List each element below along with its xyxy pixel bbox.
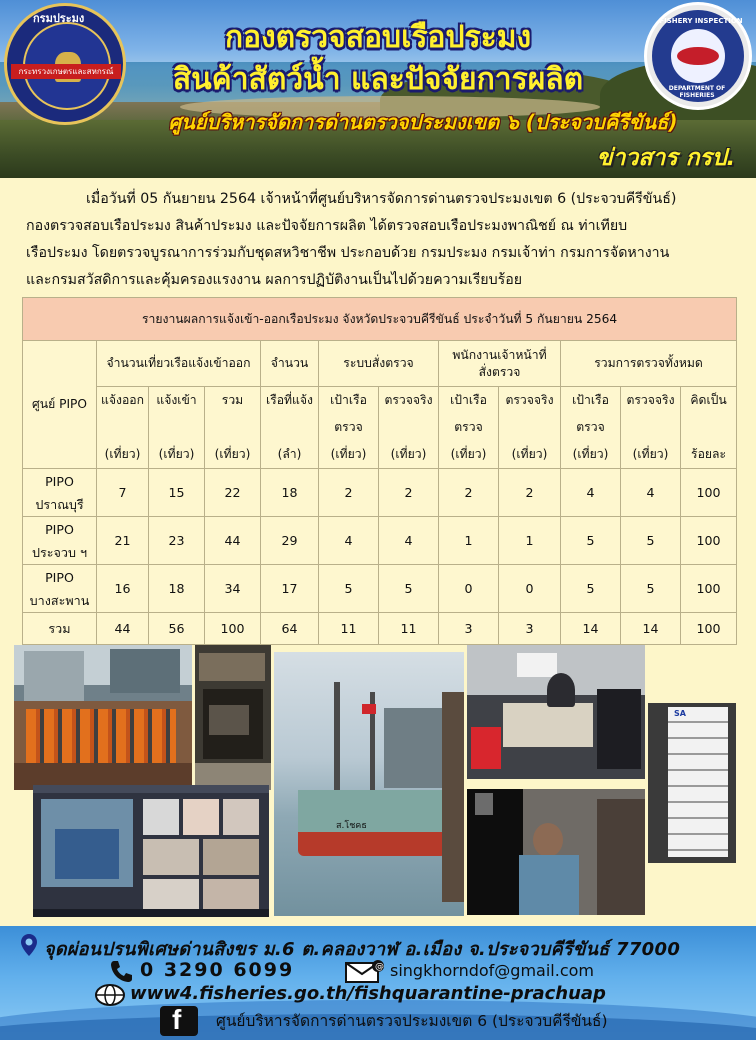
paragraph-line: เรือประมง โดยตรวจบูรณาการร่วมกับชุดสหวิชาชีพ ประกอบด้วย กรมประมง กรมเจ้าท่า กรมการจัดหางาน — [26, 245, 670, 261]
center-location: บางสะพาน — [29, 592, 90, 608]
sub-header-line: เป้าเรือ — [450, 393, 487, 407]
value-cell: 18 — [261, 469, 319, 517]
sub-header-line: (เที่ยว) — [390, 447, 427, 461]
value-cell: 1 — [499, 517, 561, 565]
paragraph-line: เมื่อวันที่ 05 กันยายน 2564 เจ้าหน้าที่ศูนย์บริหารจัดการด่านตรวจประมงเขต 6 (ประจวบคีรีขันธ์) — [86, 191, 677, 207]
table-body — [23, 469, 737, 645]
sub-header-line: เป้าเรือ — [330, 393, 367, 407]
footer-email[interactable]: singkhorndof@gmail.com — [390, 961, 594, 980]
col-group-total: รวมการตรวจทั้งหมด — [561, 341, 737, 387]
sub-header-line: เรือที่แจ้ง — [265, 393, 313, 407]
value-cell: 100 — [681, 565, 737, 613]
value-cell: 3 — [439, 613, 499, 645]
sub-header-line: (เที่ยว) — [104, 447, 141, 461]
table-row — [23, 469, 737, 517]
phone-icon — [108, 958, 136, 984]
value-cell: 100 — [681, 469, 737, 517]
col-group-system: ระบบสั่งตรวจ — [319, 341, 439, 387]
value-cell: 16 — [97, 565, 149, 613]
value-cell: 11 — [379, 613, 439, 645]
center-prefix: PIPO — [45, 473, 74, 489]
header-title-line1: กองตรวจสอบเรือประมง — [224, 20, 532, 55]
sub-header-line: เป้าเรือ — [572, 393, 609, 407]
sub-header-line: (เที่ยว) — [450, 447, 487, 461]
table-total-row — [23, 613, 737, 645]
sub-header-line: (เที่ยว) — [330, 447, 367, 461]
photo-worker-testing — [467, 789, 645, 915]
center-prefix: PIPO — [45, 521, 74, 537]
location-pin-icon — [16, 932, 42, 958]
value-cell: 100 — [681, 613, 737, 645]
table-caption: รายงานผลการแจ้งเข้า-ออกเรือประมง จังหวัดประจวบคีรีขันธ์ ประจำวันที่ 5 กันยายน 2564 — [23, 298, 737, 341]
value-cell: 44 — [97, 613, 149, 645]
header-banner — [0, 0, 756, 178]
value-cell: 0 — [499, 565, 561, 613]
value-cell: 17 — [261, 565, 319, 613]
footer-website[interactable]: www4.fisheries.go.th/fishquarantine-prachuap — [130, 983, 606, 1004]
fishery-inspection-logo — [644, 2, 752, 110]
paragraph-line: และกรมสวัสดิการและคุ้มครองแรงงาน ผลการปฏิบัติงานเป็นไปด้วยความเรียบร้อย — [26, 272, 523, 288]
value-cell: 4 — [561, 469, 621, 517]
seal-text: กรมประมง — [33, 12, 85, 25]
value-cell: 34 — [205, 565, 261, 613]
value-cell: 18 — [149, 565, 205, 613]
value-cell: 15 — [149, 469, 205, 517]
value-cell: 23 — [149, 517, 205, 565]
fish-icon — [677, 47, 719, 65]
sub-header-system-actual — [379, 387, 439, 469]
report-table — [22, 297, 737, 645]
value-cell: 5 — [621, 517, 681, 565]
value-cell: 0 — [439, 565, 499, 613]
seal-ribbon-text: กระทรวงเกษตรและสหกรณ์ — [18, 67, 114, 76]
sub-header-line: แจ้งออก — [101, 393, 144, 407]
sub-header-line: (ลำ) — [277, 447, 302, 461]
value-cell: 5 — [319, 565, 379, 613]
sub-header-line: ตรวจจริง — [626, 393, 675, 407]
value-cell: 56 — [149, 613, 205, 645]
value-cell: 100 — [205, 613, 261, 645]
value-cell: 14 — [561, 613, 621, 645]
sub-header-system-target — [319, 387, 379, 469]
sub-header-line: ตรวจจริง — [384, 393, 433, 407]
sub-header-line: คิดเป็น — [690, 393, 727, 407]
sub-header-line: ตรวจ — [334, 420, 363, 434]
boat-name-text: ส.โชคธ — [336, 821, 367, 831]
value-cell: 5 — [561, 565, 621, 613]
email-icon — [344, 958, 386, 984]
report-table-wrap — [22, 297, 736, 645]
value-cell: 7 — [97, 469, 149, 517]
col-group-officer — [439, 341, 561, 387]
value-cell: 5 — [561, 517, 621, 565]
col-group-officer-line: พนักงานเจ้าหน้าที่ — [452, 347, 547, 362]
sub-header-line: ตรวจ — [576, 420, 605, 434]
sub-header-line: (เที่ยว) — [511, 447, 548, 461]
table-row — [23, 517, 737, 565]
sub-header-total-actual — [621, 387, 681, 469]
photo-video-conference — [33, 785, 269, 917]
value-cell: 29 — [261, 517, 319, 565]
sub-header-total-target — [561, 387, 621, 469]
sub-header-line: ตรวจ — [454, 420, 483, 434]
sub-header-officer-actual — [499, 387, 561, 469]
sub-header-line: รวม — [221, 393, 244, 407]
col-group-officer-line: สั่งตรวจ — [478, 364, 521, 379]
header-title-line3: ศูนย์บริหารจัดการด่านตรวจประมงเขต ๖ (ประจวบคีรีขันธ์) — [168, 110, 678, 134]
total-label-cell: รวม — [23, 613, 97, 645]
photo-test-kits — [648, 703, 736, 863]
col-group-trips: จำนวนเที่ยวเรือแจ้งเข้าออก — [97, 341, 261, 387]
col-group-boats-line: จำนวน — [270, 356, 309, 370]
logo-top-text: FISHERY INSPECTION — [659, 17, 743, 25]
value-cell: 2 — [499, 469, 561, 517]
value-cell: 4 — [379, 517, 439, 565]
sub-header-line: ตรวจจริง — [505, 393, 554, 407]
center-prefix: PIPO — [45, 569, 74, 585]
news-tag: ข่าวสาร กรป. — [596, 145, 736, 171]
sub-header-in — [149, 387, 205, 469]
sub-header-line: (เที่ยว) — [572, 447, 609, 461]
svg-text:@: @ — [375, 962, 384, 972]
value-cell: 22 — [205, 469, 261, 517]
footer-address: จุดผ่อนปรนพิเศษด่านสิงขร ม.6 ต.คลองวาฬ อ.เมือง จ.ประจวบคีรีขันธ์ 77000 — [44, 939, 681, 960]
value-cell: 21 — [97, 517, 149, 565]
col-header-center: ศูนย์ PIPO — [23, 341, 97, 469]
value-cell: 2 — [439, 469, 499, 517]
value-cell: 4 — [621, 469, 681, 517]
photo-crew-lifejackets — [14, 645, 192, 790]
sub-header-line: (เที่ยว) — [158, 447, 195, 461]
sub-header-percent — [681, 387, 737, 469]
sub-header-line: (เที่ยว) — [214, 447, 251, 461]
sub-header-line: แจ้งเข้า — [156, 393, 197, 407]
facebook-icon: f — [160, 1006, 198, 1036]
footer-phone[interactable]: 0 3290 6099 — [140, 959, 295, 981]
value-cell: 1 — [439, 517, 499, 565]
photo-office-meeting — [467, 645, 645, 779]
value-cell: 14 — [621, 613, 681, 645]
center-location: ประจวบ ฯ — [31, 544, 88, 560]
value-cell: 44 — [205, 517, 261, 565]
sub-header-out — [97, 387, 149, 469]
center-name-cell — [23, 565, 97, 613]
sub-header-officer-target — [439, 387, 499, 469]
table-row — [23, 565, 737, 613]
center-location: ปราณบุรี — [35, 496, 84, 512]
footer-contact — [0, 926, 756, 1040]
sub-header-line: ร้อยละ — [691, 447, 727, 461]
paragraph-line: กองตรวจสอบเรือประมง สินค้าประมง และปัจจัยการผลิต ได้ตรวจสอบเรือประมงพาณิชย์ ณ ท่าเทียบ — [26, 218, 628, 234]
value-cell: 3 — [499, 613, 561, 645]
col-group-boats — [261, 341, 319, 387]
flag-icon — [362, 704, 376, 714]
value-cell: 11 — [319, 613, 379, 645]
center-name-cell — [23, 469, 97, 517]
test-kit-label: SA — [674, 709, 686, 718]
photo-fish-hold — [195, 645, 271, 790]
sub-header-boats — [261, 387, 319, 469]
sub-header-line: (เที่ยว) — [632, 447, 669, 461]
center-name-cell — [23, 517, 97, 565]
news-paragraph — [26, 186, 738, 294]
photo-fishing-boat — [274, 652, 464, 916]
value-cell: 5 — [379, 565, 439, 613]
header-title-line2: สินค้าสัตว์น้ำ และปัจจัยการผลิต — [172, 62, 584, 97]
logo-bottom-text: DEPARTMENT OF FISHERIES — [668, 85, 726, 99]
footer-facebook[interactable]: ศูนย์บริหารจัดการด่านตรวจประมงเขต 6 (ประจวบคีรีขันธ์) — [216, 1012, 608, 1030]
value-cell: 100 — [681, 517, 737, 565]
globe-icon — [94, 983, 126, 1007]
value-cell: 64 — [261, 613, 319, 645]
value-cell: 2 — [319, 469, 379, 517]
value-cell: 4 — [319, 517, 379, 565]
value-cell: 2 — [379, 469, 439, 517]
sub-header-sum — [205, 387, 261, 469]
value-cell: 5 — [621, 565, 681, 613]
